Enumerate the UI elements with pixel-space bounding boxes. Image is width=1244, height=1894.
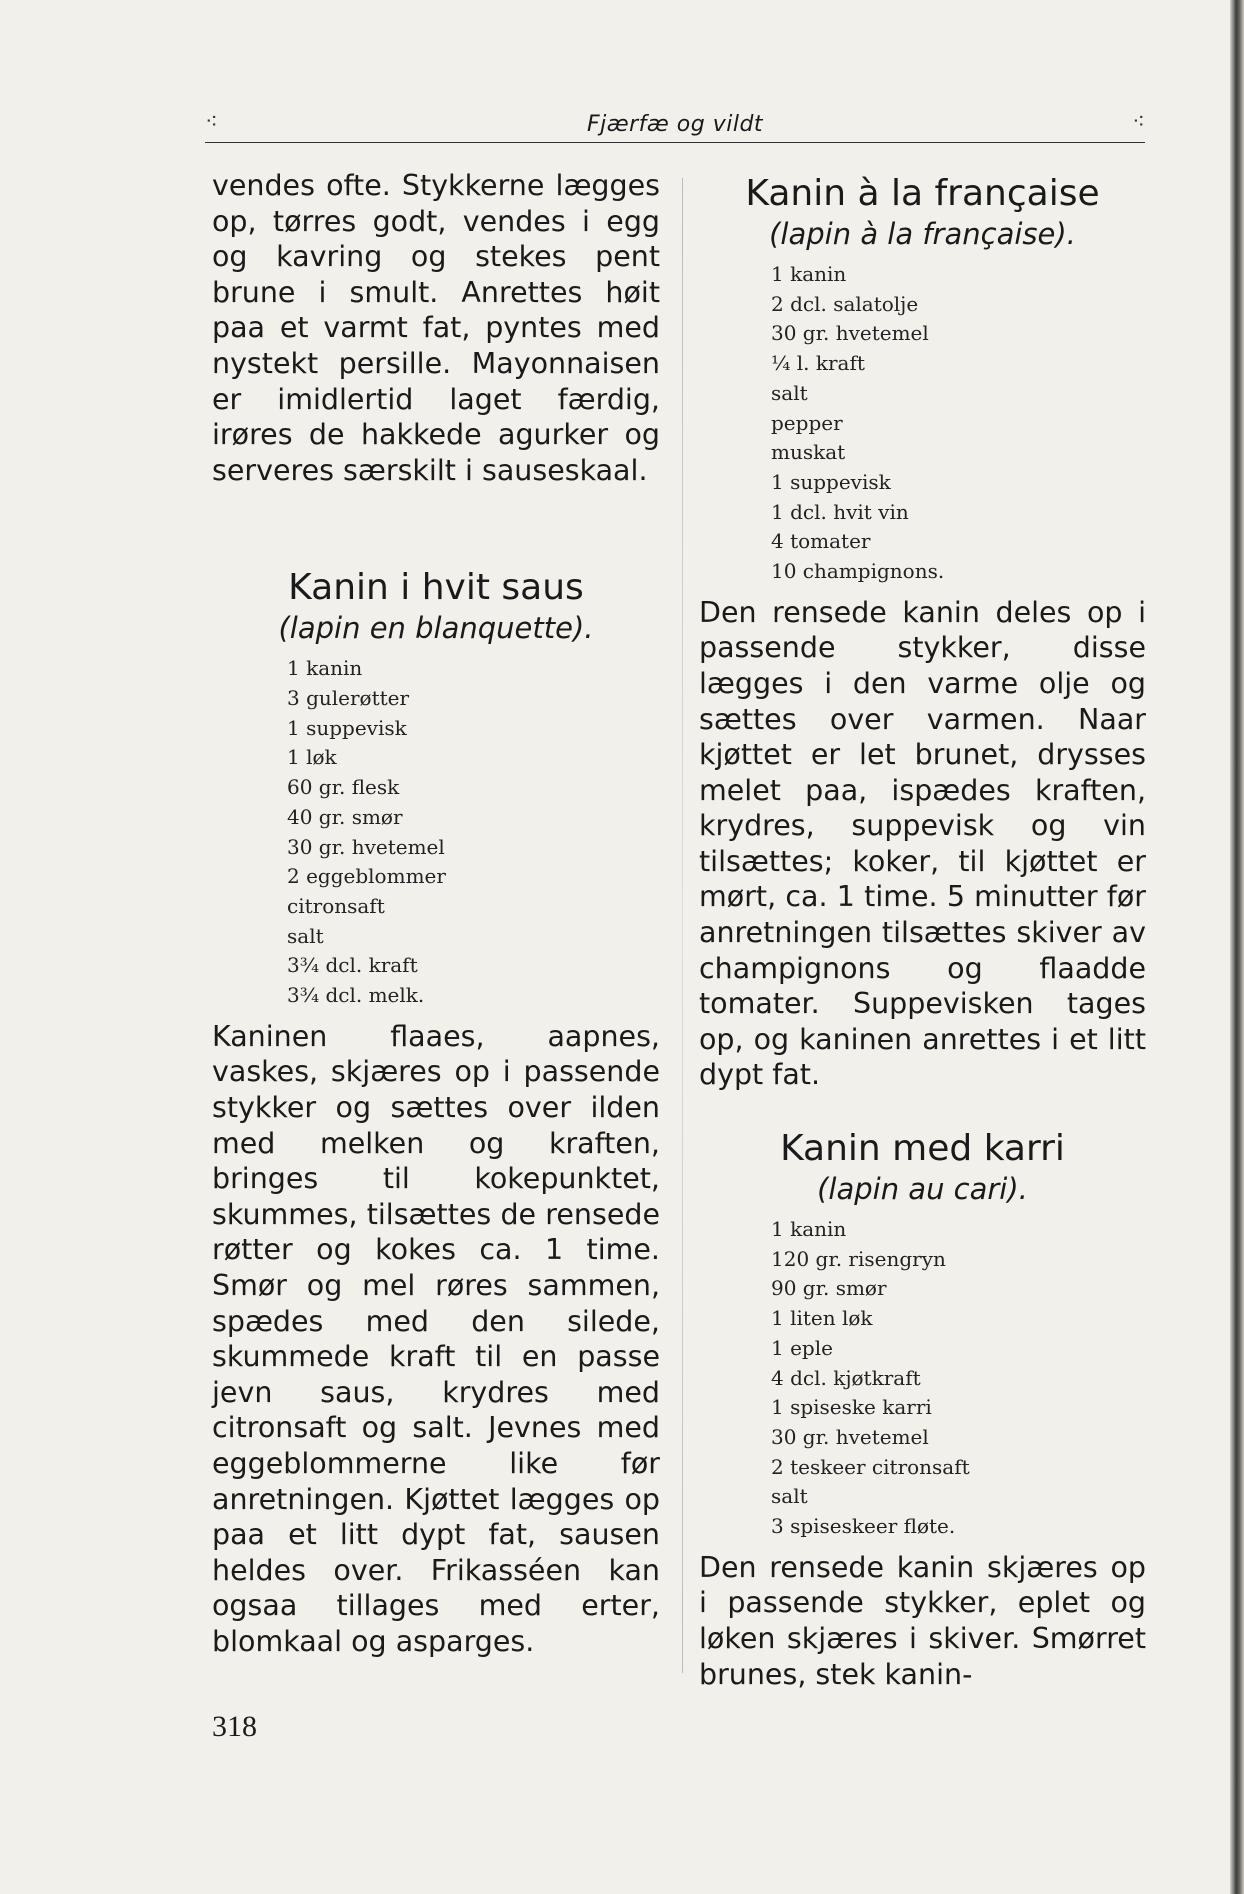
ingredient-item: salt — [287, 923, 324, 948]
recipe-title: Kanin i hvit saus — [288, 567, 584, 609]
ingredient-list — [212, 654, 660, 1010]
ingredient-item: ¼ l. kraft — [771, 351, 865, 376]
recipe-method: Den rensede kanin skjæres op i passende stykker, eplet og løken skjæres i skiver. Smørret brunes, stek kanin- — [699, 1550, 1146, 1691]
ingredient-item: 3 spiseskeer fløte. — [771, 1514, 956, 1539]
ornament-right-icon: ⁖ — [1132, 110, 1145, 135]
page-number: 318 — [212, 1710, 257, 1743]
left-column — [212, 168, 660, 1659]
ingredient-item: 4 tomater — [771, 529, 871, 554]
ingredient-item: 120 gr. risengryn — [771, 1246, 946, 1271]
ingredient-item: 3¾ dcl. kraft — [287, 953, 418, 978]
ingredient-list — [699, 1215, 1146, 1542]
ingredient-item: 60 gr. flesk — [287, 775, 400, 800]
ingredient-item: 40 gr. smør — [287, 804, 403, 829]
ingredient-item: pepper — [771, 410, 843, 435]
recipe-subtitle: (lapin en blanquette). — [278, 611, 594, 646]
ingredient-item: 1 kanin — [771, 1217, 847, 1242]
book-edge — [1230, 0, 1244, 1894]
ingredient-item: 1 spiseske karri — [771, 1395, 932, 1420]
running-header — [205, 110, 1145, 143]
ingredient-item: 2 teskeer citronsaft — [771, 1454, 970, 1479]
ingredient-item: salt — [771, 1484, 808, 1509]
ingredient-item: 1 liten løk — [771, 1306, 873, 1331]
recipe-subtitle: (lapin à la française). — [769, 217, 1076, 251]
ingredient-list — [699, 260, 1146, 587]
ingredient-item: 2 eggeblommer — [287, 864, 446, 889]
recipe-subtitle: (lapin au cari). — [817, 1172, 1028, 1207]
ingredient-item: 1 kanin — [771, 262, 847, 286]
ingredient-item: 3¾ dcl. melk. — [287, 983, 425, 1008]
ingredient-item: 30 gr. hvetemel — [771, 321, 929, 346]
recipe-method: Kaninen flaaes, aapnes, vaskes, skjæres op i passende stykker og sættes over ilden med melken og kraften, bringes til kokepunktet, skummes, tilsættes de rensede røtter og kokes ca. 1 time. Smør og mel røres sammen, spædes med den silede, skummede kraft til en passe jevn saus, krydres med citronsaft og salt. Jevnes med eggeblommerne like før anretningen. Kjøttet lægges op paa et litt dypt fat, sausen heldes over. Frikasséen kan ogsaa tillages med erter, blomkaal og asparges. — [212, 1019, 660, 1658]
ingredient-item: salt — [771, 380, 808, 405]
ingredient-item: 1 eple — [771, 1335, 833, 1360]
ingredient-item: 30 gr. hvetemel — [287, 834, 445, 859]
ingredient-item: 2 dcl. salatolje — [771, 291, 919, 316]
ingredient-item: muskat — [771, 440, 846, 465]
ingredient-item: 3 gulerøtter — [287, 686, 410, 711]
ingredient-item: 1 dcl. hvit vin — [771, 499, 909, 524]
ingredient-item: 4 dcl. kjøtkraft — [771, 1365, 921, 1390]
running-header-title: Fjærfæ og vildt — [586, 112, 764, 137]
column-divider — [682, 178, 683, 1673]
ornament-left-icon: ⁖ — [205, 110, 218, 135]
intro-paragraph: vendes ofte. Stykkerne lægges op, tørres godt, vendes i egg og kavring og stekes pent brune i smult. Anrettes høit paa et varmt fat, pyntes med nystekt persille. Mayonnaisen er imidlertid laget færdig, irøres de hakkede agurker og serveres særskilt i sauseskaal. — [212, 169, 660, 487]
recipe-title: Kanin à la française — [745, 173, 1100, 214]
ingredient-item: 1 kanin — [287, 656, 363, 681]
ingredient-item: 90 gr. smør — [771, 1276, 887, 1301]
recipe-method: Den rensede kanin deles op i passende stykker, disse lægges i den varme olje og sættes over varmen. Naar kjøttet er let brunet, drysses melet paa, ispædes kraften, krydres, suppevisk og vin tilsættes; koker, til kjøttet er mørt, ca. 1 time. 5 minutter før anretningen tilsættes skiver av champignons og flaadde tomater. Suppevisken tages op, og kaninen anrettes i et litt dypt fat. — [699, 595, 1146, 1092]
ingredient-item: 10 champignons. — [771, 559, 945, 584]
recipe-title: Kanin med karri — [780, 1128, 1065, 1170]
ingredient-item: citronsaft — [287, 893, 385, 918]
right-column — [699, 168, 1146, 1692]
ingredient-item: 30 gr. hvetemel — [771, 1424, 929, 1449]
ingredient-item: 1 suppevisk — [771, 469, 891, 494]
ingredient-item: 1 suppevisk — [287, 715, 407, 740]
ingredient-item: 1 løk — [287, 745, 337, 770]
